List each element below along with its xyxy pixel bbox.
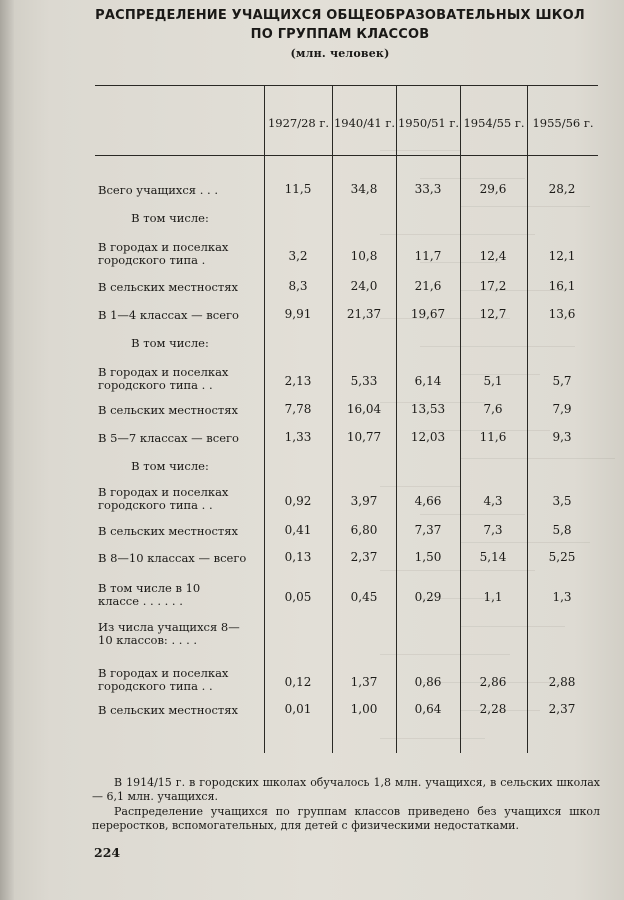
table-cell: 21,37 bbox=[346, 307, 382, 321]
column-divider-4 bbox=[460, 85, 461, 753]
table-cell: 0,41 bbox=[284, 523, 312, 537]
table-title-line-1: РАСПРЕДЕЛЕНИЕ УЧАЩИХСЯ ОБЩЕОБРАЗОВАТЕЛЬНЫХ ШКОЛ bbox=[95, 8, 585, 23]
bleed-through-stroke bbox=[380, 654, 510, 655]
row-label: В сельских местностях bbox=[98, 279, 239, 294]
table-cell: 0,45 bbox=[350, 590, 378, 604]
bleed-through-stroke bbox=[420, 178, 525, 179]
table-cell: 1,1 bbox=[483, 590, 503, 604]
table-cell: 2,86 bbox=[479, 675, 507, 689]
bleed-through-stroke bbox=[380, 234, 535, 235]
table-cell: 7,3 bbox=[483, 523, 503, 537]
table-cell: 0,01 bbox=[284, 702, 312, 716]
table-cell: 0,86 bbox=[414, 675, 442, 689]
table-cell: 1,50 bbox=[414, 550, 442, 564]
table-cell: 3,5 bbox=[552, 494, 572, 508]
table-cell: 7,78 bbox=[284, 402, 312, 416]
page-number: 224 bbox=[94, 845, 121, 860]
table-cell: 11,5 bbox=[284, 182, 312, 196]
table-cell: 0,92 bbox=[284, 494, 312, 508]
table-title-line-2: ПО ГРУППАМ КЛАССОВ bbox=[250, 27, 430, 42]
row-label: В городах и поселках городского типа . . bbox=[98, 365, 229, 392]
bleed-through-stroke bbox=[380, 486, 460, 487]
table-cell: 6,14 bbox=[414, 374, 442, 388]
bleed-through-stroke bbox=[460, 542, 590, 543]
table-cell: 0,13 bbox=[284, 550, 312, 564]
table-cell: 4,3 bbox=[483, 494, 503, 508]
table-top-rule bbox=[95, 85, 598, 86]
table-cell: 5,14 bbox=[479, 550, 507, 564]
row-label: В 5—7 классах — всего bbox=[98, 430, 239, 445]
column-header-1955: 1955/56 г. bbox=[532, 116, 594, 130]
column-divider-1 bbox=[264, 85, 265, 753]
table-cell: 2,28 bbox=[479, 702, 507, 716]
row-label: В городах и поселках городского типа . . bbox=[98, 485, 229, 512]
row-label: В сельских местностях bbox=[98, 702, 239, 717]
table-cell: 2,37 bbox=[350, 550, 378, 564]
table-cell: 4,66 bbox=[414, 494, 442, 508]
table-unit: (млн. человек) bbox=[290, 47, 390, 60]
bleed-through-stroke bbox=[460, 206, 590, 207]
table-cell: 5,33 bbox=[350, 374, 378, 388]
row-label: Из числа учащихся 8— 10 классов: . . . . bbox=[98, 620, 240, 647]
table-cell: 10,77 bbox=[346, 430, 382, 444]
row-label: В 8—10 классах — всего bbox=[98, 550, 247, 565]
table-cell: 33,3 bbox=[414, 182, 442, 196]
row-label: В том числе в 10 классе . . . . . . bbox=[98, 581, 201, 608]
table-cell: 2,88 bbox=[548, 675, 576, 689]
row-label: Всего учащихся . . . bbox=[98, 182, 218, 197]
table-cell: 1,37 bbox=[350, 675, 378, 689]
table-cell: 34,8 bbox=[350, 182, 378, 196]
table-cell: 0,64 bbox=[414, 702, 442, 716]
table-cell: 12,7 bbox=[479, 307, 507, 321]
row-subheading: В том числе: bbox=[131, 335, 209, 350]
table-cell: 28,2 bbox=[548, 182, 576, 196]
table-cell: 12,03 bbox=[410, 430, 446, 444]
table-cell: 7,6 bbox=[483, 402, 503, 416]
table-cell: 7,9 bbox=[552, 402, 572, 416]
row-label: В сельских местностях bbox=[98, 402, 239, 417]
table-cell: 5,1 bbox=[483, 374, 503, 388]
table-cell: 13,6 bbox=[548, 307, 576, 321]
table-cell: 11,6 bbox=[479, 430, 507, 444]
column-divider-3 bbox=[396, 85, 397, 753]
table-cell: 8,3 bbox=[288, 279, 308, 293]
table-cell: 0,05 bbox=[284, 590, 312, 604]
table-cell: 2,13 bbox=[284, 374, 312, 388]
row-subheading: В том числе: bbox=[131, 458, 209, 473]
row-subheading: В том числе: bbox=[131, 210, 209, 225]
column-header-1940: 1940/41 г. bbox=[333, 116, 396, 130]
table-cell: 3,2 bbox=[288, 249, 308, 263]
table-cell: 24,0 bbox=[350, 279, 378, 293]
column-divider-5 bbox=[527, 85, 528, 753]
table-cell: 5,25 bbox=[548, 550, 576, 564]
row-label: В сельских местностях bbox=[98, 523, 239, 538]
table-header-rule bbox=[95, 155, 598, 156]
bleed-through-stroke bbox=[380, 150, 460, 151]
table-cell: 10,8 bbox=[350, 249, 378, 263]
column-header-1927: 1927/28 г. bbox=[267, 116, 330, 130]
bleed-through-stroke bbox=[420, 514, 525, 515]
table-cell: 12,1 bbox=[548, 249, 576, 263]
table-cell: 1,00 bbox=[350, 702, 378, 716]
row-label: В 1—4 классах — всего bbox=[98, 307, 239, 322]
bleed-through-stroke bbox=[420, 346, 575, 347]
column-header-1950: 1950/51 г. bbox=[397, 116, 460, 130]
table-cell: 6,80 bbox=[350, 523, 378, 537]
table-cell: 16,1 bbox=[548, 279, 576, 293]
column-divider-2 bbox=[332, 85, 333, 753]
table-cell: 1,33 bbox=[284, 430, 312, 444]
bleed-through-stroke bbox=[460, 626, 565, 627]
bleed-through-stroke bbox=[460, 458, 615, 459]
row-label: В городах и поселках городского типа . bbox=[98, 240, 229, 267]
table-cell: 5,7 bbox=[552, 374, 572, 388]
table-cell: 16,04 bbox=[346, 402, 382, 416]
table-cell: 11,7 bbox=[414, 249, 442, 263]
row-label: В городах и поселках городского типа . . bbox=[98, 666, 229, 693]
table-cell: 9,3 bbox=[552, 430, 572, 444]
table-cell: 2,37 bbox=[548, 702, 576, 716]
table-cell: 17,2 bbox=[479, 279, 507, 293]
table-cell: 1,3 bbox=[552, 590, 572, 604]
table-cell: 13,53 bbox=[410, 402, 446, 416]
table-cell: 21,6 bbox=[414, 279, 442, 293]
table-cell: 0,29 bbox=[414, 590, 442, 604]
table-cell: 5,8 bbox=[552, 523, 572, 537]
footnote-distribution: Распределение учащихся по группам классов приведено без учащихся школ переростков, вспомогательных, для детей с физическими недостатками. bbox=[92, 805, 600, 832]
column-header-1954: 1954/55 г. bbox=[463, 116, 525, 130]
table-cell: 7,37 bbox=[414, 523, 442, 537]
table-cell: 29,6 bbox=[479, 182, 507, 196]
footnote-1914: В 1914/15 г. в городских школах обучалось 1,8 млн. учащихся, в сельских школах — 6,1 млн. учащихся. bbox=[92, 776, 600, 803]
table-cell: 19,67 bbox=[410, 307, 446, 321]
table-cell: 3,97 bbox=[350, 494, 378, 508]
table-cell: 0,12 bbox=[284, 675, 312, 689]
table-cell: 12,4 bbox=[479, 249, 507, 263]
table-cell: 9,91 bbox=[284, 307, 312, 321]
book-spine-shadow bbox=[0, 0, 14, 900]
bleed-through-stroke bbox=[380, 570, 535, 571]
